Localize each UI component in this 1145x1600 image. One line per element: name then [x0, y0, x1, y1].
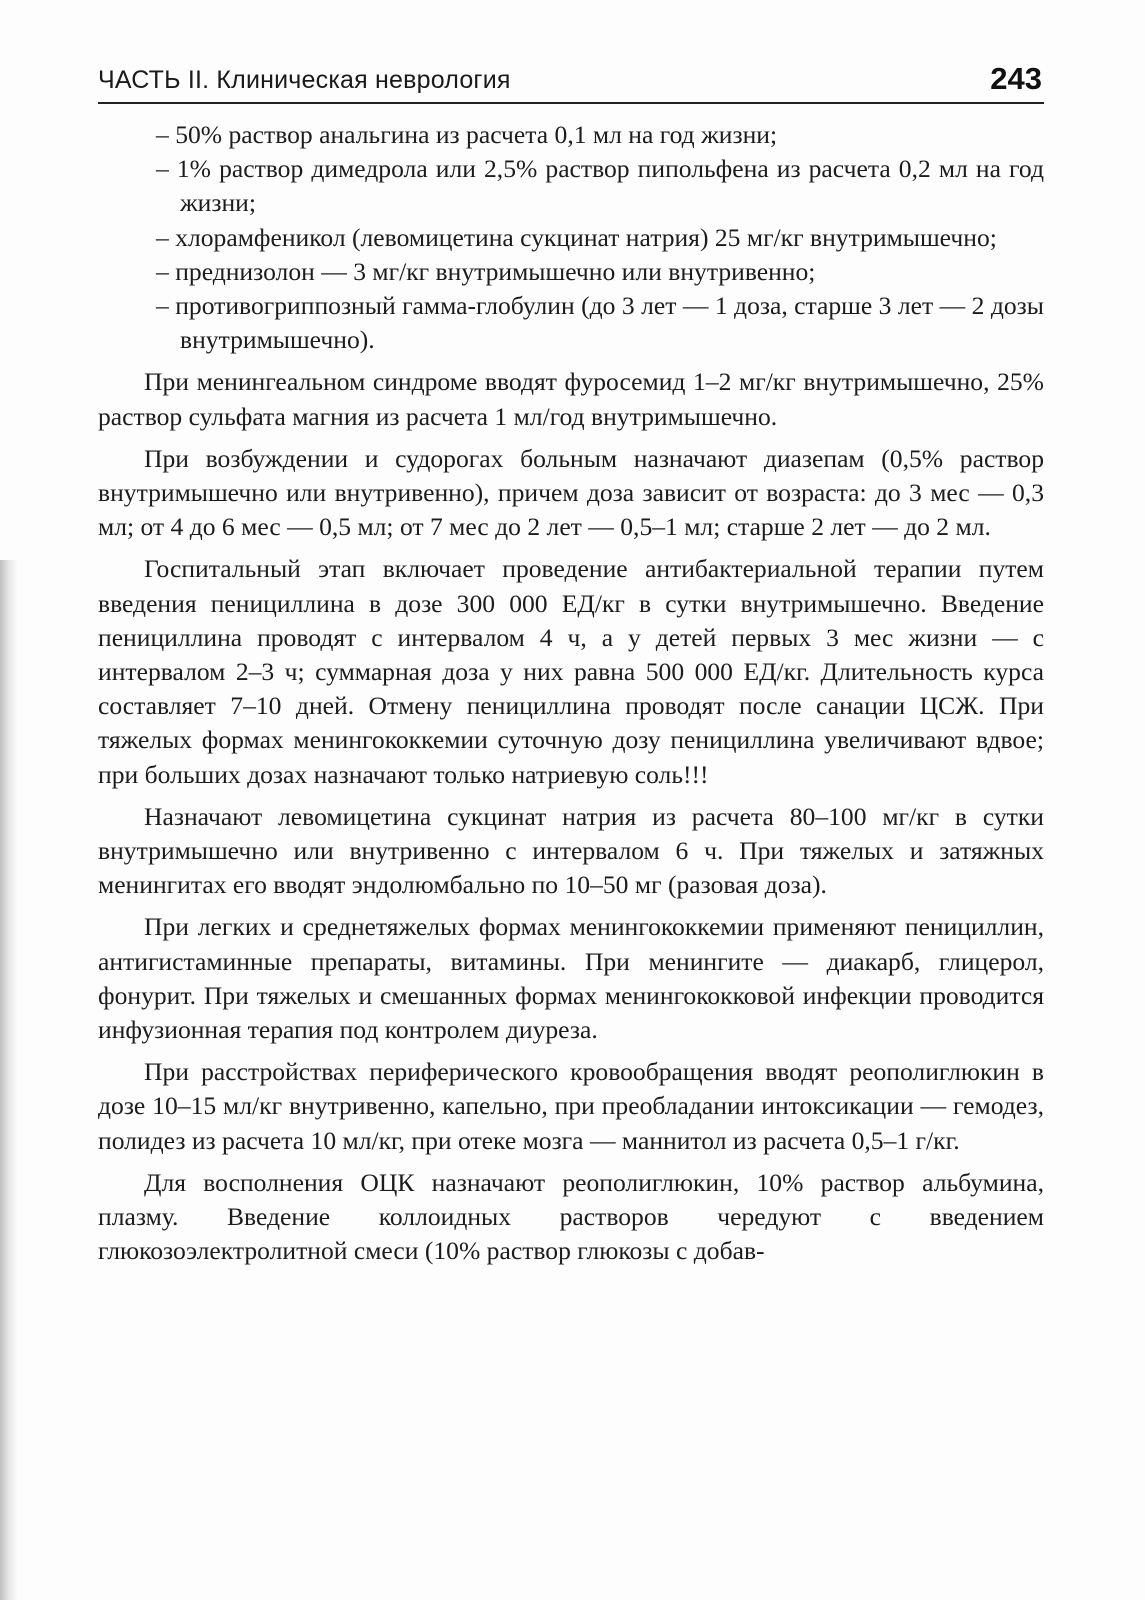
paragraph-mild-forms: При легких и среднетяжелых формах менингококкемии применяют пенициллин, антигистаминные препараты, витамины. При менингите — диакарб, глицерол, фонурит. При тяжелых и смешанных формах менингококковой инфекции проводится инфузионная терапия под контролем диуреза. — [98, 912, 1044, 1045]
paragraph-chloramphenicol: Назначают левомицетина сукцинат натрия из расчета 80–100 мг/кг в сутки внутримышечно или внутривенно с интервалом 6 ч. При тяжелых и затяжных менингитах его вводят эндолюмбально по 10–50 мг (разовая доза). — [98, 801, 1044, 900]
paragraph-blood-volume: Для восполнения ОЦК назначают реополиглюкин, 10% раствор альбумина, плазму. Введение коллоидных растворов чередуют с введением глюкозоэлектролитной смеси (10% раствор глюкозы с добав- — [98, 1167, 1044, 1266]
list-item: – 1% раствор димедрола или 2,5% раствор пипольфена из расчета 0,2 мл на год жизни; — [156, 154, 1044, 218]
page-header — [98, 62, 1044, 104]
paragraph-meningeal-syndrome: При менингеальном синдроме вводят фуросемид 1–2 мг/кг внутримышечно, 25% раствор сульфата магния из расчета 1 мл/год внутримышечно. — [98, 367, 1044, 431]
page-body — [98, 118, 1044, 1277]
dosage-list — [98, 118, 1044, 357]
list-item: – противогриппозный гамма-глобулин (до 3 лет — 1 доза, старше 3 лет — 2 дозы внутримышечно). — [156, 291, 1044, 355]
list-item: – 50% раствор анальгина из расчета 0,1 мл на год жизни; — [156, 120, 778, 149]
spine-shadow — [0, 560, 18, 1600]
running-head: ЧАСТЬ II. Клиническая неврология — [98, 66, 511, 94]
paragraph-seizures: При возбуждении и судорогах больным назначают диазепам (0,5% раствор внутримышечно или внутривенно), причем доза зависит от возраста: до 3 мес — 0,3 мл; от 4 до 6 мес — 0,5 мл; от 7 мес до 2 лет — 0,5–1 мл; старше 2 лет — до 2 мл. — [98, 443, 1044, 542]
page-number: 243 — [990, 61, 1042, 96]
list-item: – хлорамфеникол (левомицетина сукцинат натрия) 25 мг/кг внутримышечно; — [156, 222, 997, 252]
list-item: – преднизолон — 3 мг/кг внутримышечно или внутривенно; — [156, 256, 816, 286]
paragraph-circulation-disorders: При расстройствах периферического кровообращения вводят реополиглюкин в дозе 10–15 мл/кг внутривенно, капельно, при преобладании интоксикации — гемодез, полидез из расчета 10 мл/кг, при отеке мозга — маннитол из расчета 0,5–1 г/кг. — [98, 1057, 1044, 1155]
paragraph-hospital-stage: Госпитальный этап включает проведение антибактериальной терапии путем введения пенициллина в дозе 300 000 ЕД/кг в сутки внутримышечно. Введение пенициллина проводят с интервалом 4 ч, а у детей первых 3 мес жизни — с интервалом 2–3 ч; суммарная доза у них равна 500 000 ЕД/кг. Длительность курса составляет 7–10 дней. Отмену пенициллина проводят после санации ЦСЖ. При тяжелых формах менингококкемии суточную дозу пенициллина увеличивают вдвое; при больших дозах назначают только натриевую соль!!! — [98, 554, 1044, 789]
